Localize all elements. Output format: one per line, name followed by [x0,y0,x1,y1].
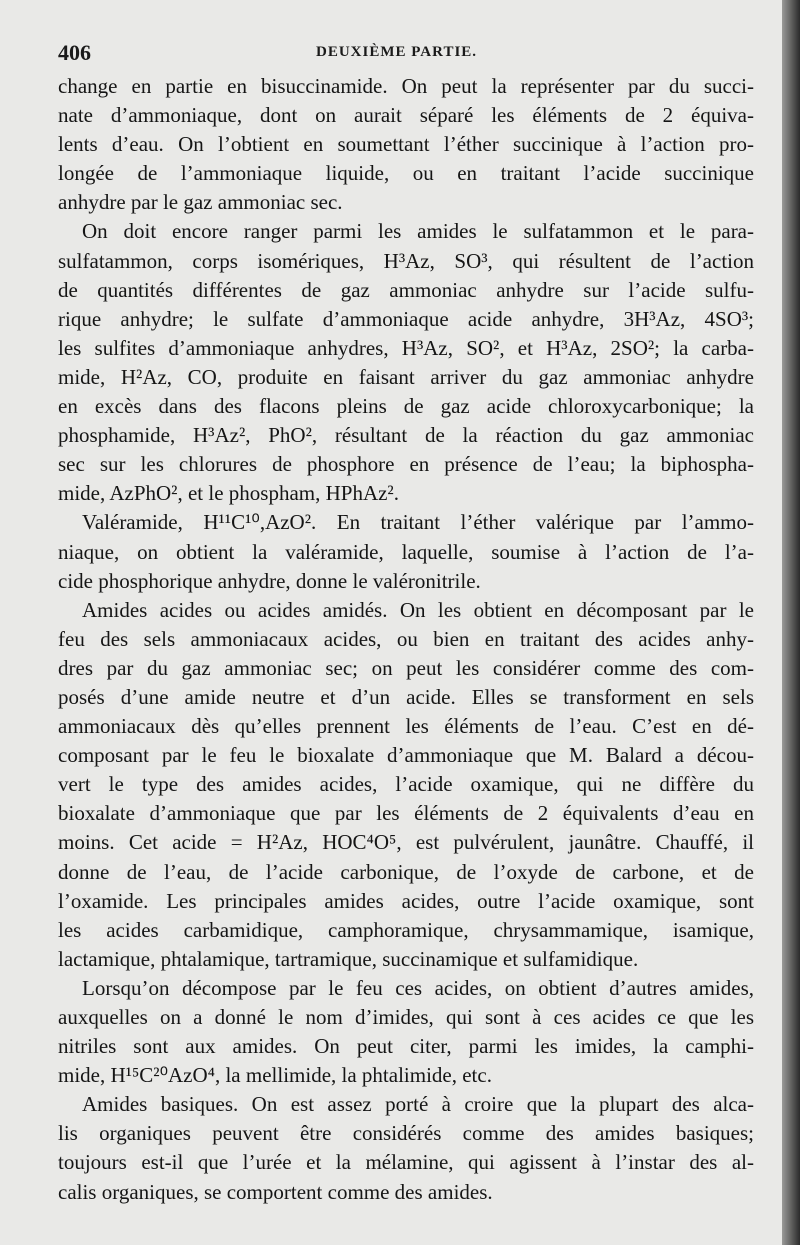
text-line: Amides basiques. On est assez porté à croire que la plupart des alca- [82,1092,754,1117]
text-line: feu des sels ammoniacaux acides, ou bien en traitant des acides anhy- [58,626,754,651]
text-line: lactamique, phtalamique, tartramique, succinamique et sulfamidique. [58,946,639,971]
running-title: DEUXIÈME PARTIE. [316,44,478,60]
text-line: longée de l’ammoniaque liquide, ou en traitant l’acide succinique [58,161,754,186]
text-line: en excès dans des flacons pleins de gaz acide chloroxycarbonique; la [58,394,754,419]
text-line: lents d’eau. On l’obtient en soumettant l’éther succinique à l’action pro- [58,132,754,157]
text-line: cide phosphorique anhydre, donne le valéronitrile. [58,568,481,593]
text-line: Lorsqu’on décompose par le feu ces acides, on obtient d’autres amides, [82,975,754,1000]
text-line: Amides acides ou acides amidés. On les obtient en décomposant par le [82,597,754,622]
text-line: anhydre par le gaz ammoniac sec. [58,190,343,215]
text-line: donne de l’eau, de l’acide carbonique, de l’oxyde de carbone, et de [58,859,754,884]
text-line: niaque, on obtient la valéramide, laquelle, soumise à l’action de l’a- [58,539,754,564]
text-line: mide, H²Az, CO, produite en faisant arriver du gaz ammoniac anhydre [58,364,754,389]
page-header [58,40,758,74]
text-line: rique anhydre; le sulfate d’ammoniaque acide anhydre, 3H³Az, 4SO³; [58,306,754,331]
text-line: mide, H¹⁵C²⁰AzO⁴, la mellimide, la phtalimide, etc. [58,1063,492,1088]
text-line: auxquelles on a donné le nom d’imides, qui sont à ces acides ce que les [58,1005,754,1029]
text-line: dres par du gaz ammoniac sec; on peut les considérer comme des com- [58,655,754,680]
text-line: phosphamide, H³Az², PhO², résultant de la réaction du gaz ammoniac [58,423,754,448]
text-line: sec sur les chlorures de phosphore en présence de l’eau; la biphospha- [58,452,754,477]
text-line: mide, AzPhO², et le phospham, HPhAz². [58,481,399,506]
text-line: lis organiques peuvent être considérés comme des amides basiques; [58,1121,754,1146]
text-line: On doit encore ranger parmi les amides le sulfatammon et le para- [82,219,754,244]
text-line: calis organiques, se comportent comme des amides. [58,1179,493,1204]
text-line: l’oxamide. Les principales amides acides, outre l’acide oxamique, sont [58,888,754,913]
text-line: de quantités différentes de gaz ammoniac anhydre sur l’acide sulfu- [58,277,754,302]
text-line: posés d’une amide neutre et d’un acide. Elles se transforment en sels [58,684,754,709]
page-number: 406 [58,40,91,65]
text-line: ammoniacaux dès qu’elles prennent les éléments de l’eau. C’est en dé- [58,714,754,739]
text-line: bioxalate d’ammoniaque que par les éléments de 2 équivalents d’eau en [58,801,754,826]
text-line: sulfatammon, corps isomériques, H³Az, SO³, qui résultent de l’action [58,248,754,273]
text-line: change en partie en bisuccinamide. On peut la représenter par du succi- [58,74,754,98]
text-line: composant par le feu le bioxalate d’ammoniaque que M. Balard a décou- [58,743,754,768]
text-line: vert le type des amides acides, l’acide oxamique, qui ne diffère du [58,772,754,797]
text-line: les sulfites d’ammoniaque anhydres, H³Az, SO², et H³Az, 2SO²; la carba- [58,335,754,360]
body-text [58,72,754,1207]
text-line: moins. Cet acide = H²Az, HOC⁴O⁵, est pulvérulent, jaunâtre. Chauffé, il [58,830,754,855]
text-line: nitriles sont aux amides. On peut citer, parmi les imides, la camphi- [58,1034,754,1059]
text-line: nate d’ammoniaque, dont on aurait séparé les éléments de 2 équiva- [58,103,754,128]
page-edge-shadow [782,0,800,1245]
text-line: Valéramide, H¹¹C¹⁰,AzO². En traitant l’éther valérique par l’ammo- [82,510,754,535]
text-line: toujours est-il que l’urée et la mélamine, qui agissent à l’instar des al- [58,1150,754,1175]
text-line: les acides carbamidique, camphoramique, chrysammamique, isamique, [58,917,754,942]
